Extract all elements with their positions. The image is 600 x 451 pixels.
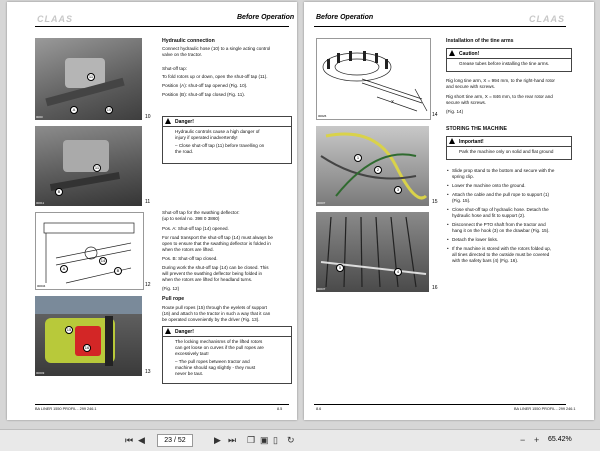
text-line: will prevent the swathing deflector being folded in [162, 271, 263, 276]
footer-rule [35, 404, 289, 405]
danger-title: Danger! [175, 328, 194, 335]
header-rule [35, 26, 289, 27]
figure-hydraulic-tap-closed [35, 126, 142, 206]
last-page-icon[interactable]: ⏭ [228, 435, 237, 445]
text-line: hang it on the hook (3) on the drawbar (Fig. 15). [452, 228, 550, 233]
bullet-item: • If the machine is stored with the rotors folded up, [452, 246, 551, 252]
footer-doc-id: BA LINER 1550 PROFIL - 299 246.1 [35, 407, 97, 411]
figure-number: 14 [432, 112, 438, 118]
figure-code: 00026 [318, 114, 327, 118]
text-line: Position (A): shut-off tap opened (Fig. 10). [162, 83, 248, 88]
caution-header [447, 49, 571, 59]
callout-11: 11 [88, 74, 94, 79]
danger-header [163, 327, 291, 337]
callout-b: B [114, 267, 122, 275]
section-title-storing: STORING THE MACHINE [446, 126, 508, 132]
text-line: Rig long tine arm, X = 994 mm, to the right-hand rotor [446, 78, 555, 83]
warning-triangle-icon [165, 328, 171, 334]
text-line: Pos. B: Shut-off tap closed. [162, 256, 218, 261]
warning-triangle-icon [449, 50, 455, 56]
text-line: Hydraulic controls cause a high danger of [175, 129, 260, 134]
bullet-item: • Attach the cable and the pull rope to support (1) [452, 192, 549, 198]
caution-box [446, 48, 572, 72]
page-header: Before Operation [316, 14, 374, 21]
text-line: – Close shut-off tap (11) before travelling on [175, 143, 265, 148]
text-line: be operated conveniently by the driver (Fig. 13). [162, 317, 260, 322]
next-page-icon[interactable]: ▶ [214, 435, 221, 445]
danger-header [163, 117, 291, 127]
section-title-pull-rope: Pull rope [162, 296, 185, 302]
text-line: (Fig. 12) [162, 286, 180, 291]
bullet-item: • Disconnect the PTO shaft from the tractor and [452, 222, 546, 228]
text-line: To fold rotors up or down, open the shut-off tap (11). [162, 74, 268, 79]
danger-box [162, 116, 292, 164]
text-line: Pos. A: Shut-off tap (14) opened. [162, 226, 229, 231]
dimension-x-label: X [391, 99, 395, 104]
text-line: (Fig. 15). [452, 198, 471, 203]
callout-11: 11 [94, 165, 100, 170]
page-number-input[interactable]: 23 / 52 [157, 434, 193, 447]
bullet-item: • Lower the machine onto the ground. [452, 183, 526, 189]
figure-number: 11 [145, 199, 151, 205]
text-line: secure with screws. [446, 100, 487, 105]
important-header [447, 137, 571, 147]
callout-1: 1 [354, 154, 362, 162]
tines-drawing [316, 212, 429, 292]
text-line: machine should sag slightly - they must [175, 365, 256, 370]
figure-code: 00037 [317, 287, 326, 291]
claas-logo: CLAAS [37, 14, 73, 24]
first-page-icon[interactable]: ⏮ [125, 435, 134, 445]
line-drawing [317, 39, 430, 119]
figure-pull-rope [35, 296, 142, 376]
section-title-tine-arms: Installation of the tine arms [446, 38, 514, 44]
callout-3: 3 [394, 186, 402, 194]
zoom-in-icon[interactable]: + [534, 435, 540, 445]
text-line: The locking mechanisms of the lifted rotors [175, 339, 263, 344]
figure-safety-bars [316, 212, 429, 292]
figure-number: 15 [432, 199, 438, 205]
caution-title: Caution! [459, 50, 480, 57]
bullet-item: • Detach the lower links. [452, 237, 498, 243]
text-line: Route pull ropes (15) through the eyelets of support [162, 305, 267, 310]
text-line: During work the shut-off tap (14) can be closed. This [162, 265, 269, 270]
text-line: (up to serial no. 398 0 3860) [162, 216, 220, 221]
text-line: Connect hydraulic hose (10) to a single acting control [162, 46, 271, 51]
figure-number: 12 [145, 282, 151, 288]
text-line: valve on the tractor. [162, 52, 203, 57]
warning-triangle-icon [165, 118, 171, 124]
text-line: all tines directed to the outside must be covered [452, 252, 550, 257]
text-line: excessively taut! [175, 351, 209, 356]
callout-4: 4 [394, 268, 402, 276]
figure-code: 00011 [36, 201, 45, 205]
page-header: Before Operation [237, 14, 295, 21]
rotate-icon[interactable]: ↻ [287, 435, 295, 445]
prev-page-icon[interactable]: ◀ [138, 435, 145, 445]
figure-code: 00003 [36, 371, 45, 375]
figure-number: 10 [145, 114, 151, 120]
callout-14: 14 [100, 258, 106, 263]
danger-title: Danger! [175, 118, 194, 125]
viewer-toolbar [0, 429, 600, 451]
footer-page-number: 8.6 [316, 407, 322, 411]
line-drawing [36, 213, 143, 289]
text-line: Grease tubes before installing the tine arms. [459, 61, 550, 66]
text-line: with the safety bars (4) (Fig. 16). [452, 258, 519, 263]
text-line: Position (B): shut-off tap closed (Fig. 11). [162, 92, 246, 97]
text-line: Park the machine only on solid and flat ground [459, 149, 554, 154]
text-line: open to ensure that the swathing deflector is folded in [162, 241, 271, 246]
text-line: when the rotors are lifted. [162, 247, 214, 252]
text-line: never be taut. [175, 371, 204, 376]
text-line: injury if operated inadvertently! [175, 135, 238, 140]
callout-a: A [60, 265, 68, 273]
figure-swathing-deflector-tap [35, 212, 144, 290]
figure-code: 00007 [317, 201, 326, 205]
important-box [446, 136, 572, 160]
header-rule [314, 26, 566, 27]
hose-drawing [316, 126, 429, 206]
fit-page-icon[interactable]: ▣ [260, 435, 269, 445]
figure-support-hooks [316, 126, 429, 206]
text-line: spring clip. [452, 174, 474, 179]
text-line: hydraulic hose and fit to support (2). [452, 213, 526, 218]
figure-number: 16 [432, 285, 438, 291]
left-page [7, 2, 297, 420]
text-line: (16) and attach to the tractor in such a way that it can [162, 311, 271, 316]
zoom-level[interactable]: 65.42% [548, 436, 572, 443]
section-title-hydraulic: Hydraulic connection [162, 38, 215, 44]
text-line: – The pull ropes between tractor and [175, 359, 250, 364]
text-line: Rig short tine arm, X = 846 mm, to the rear rotor and [446, 94, 553, 99]
warning-triangle-icon [449, 138, 455, 144]
text-line: (Fig. 14) [446, 109, 464, 114]
important-title: Important! [459, 138, 484, 145]
text-line: when the rotors are lifted for headland turns. [162, 277, 253, 282]
footer-doc-id: BA LINER 1550 PROFIL - 299 246.1 [514, 407, 576, 411]
figure-number: 13 [145, 369, 151, 375]
claas-logo: CLAAS [529, 14, 565, 24]
figure-code: 00034 [37, 284, 46, 288]
callout-2: 2 [374, 166, 382, 174]
footer-rule [314, 404, 566, 405]
text-line: Shut-off tap: [162, 66, 187, 71]
zoom-out-icon[interactable]: − [520, 435, 526, 445]
callout-a: A [70, 106, 78, 114]
danger-box [162, 326, 292, 384]
callout-b: B [55, 188, 63, 196]
text-line: can get loose on curves if the pull ropes are [175, 345, 264, 350]
callout-5: 5 [336, 264, 344, 272]
callout-15: 15 [66, 327, 72, 332]
callout-10: 10 [106, 107, 112, 112]
single-page-icon[interactable]: ▯ [273, 435, 278, 445]
callout-16: 16 [84, 345, 90, 350]
footer-page-number: 8.5 [277, 407, 283, 411]
copy-icon[interactable]: ❐ [247, 435, 256, 445]
right-page [304, 2, 594, 420]
text-line: and secure with screws. [446, 84, 496, 89]
figure-tine-arm [316, 38, 431, 120]
bullet-item: • Close shut-off tap of hydraulic hose. Detach the [452, 207, 549, 213]
text-line: For road transport the shut-off tap (14) must always be [162, 235, 273, 240]
bullet-item: • Slide prop stand to the bottom and secure with the [452, 168, 554, 174]
figure-hydraulic-tap-open [35, 38, 142, 120]
text-line: the road. [175, 149, 194, 154]
text-line: Shut-off tap for the swathing deflector: [162, 210, 240, 215]
figure-code: 0000 [36, 115, 43, 119]
